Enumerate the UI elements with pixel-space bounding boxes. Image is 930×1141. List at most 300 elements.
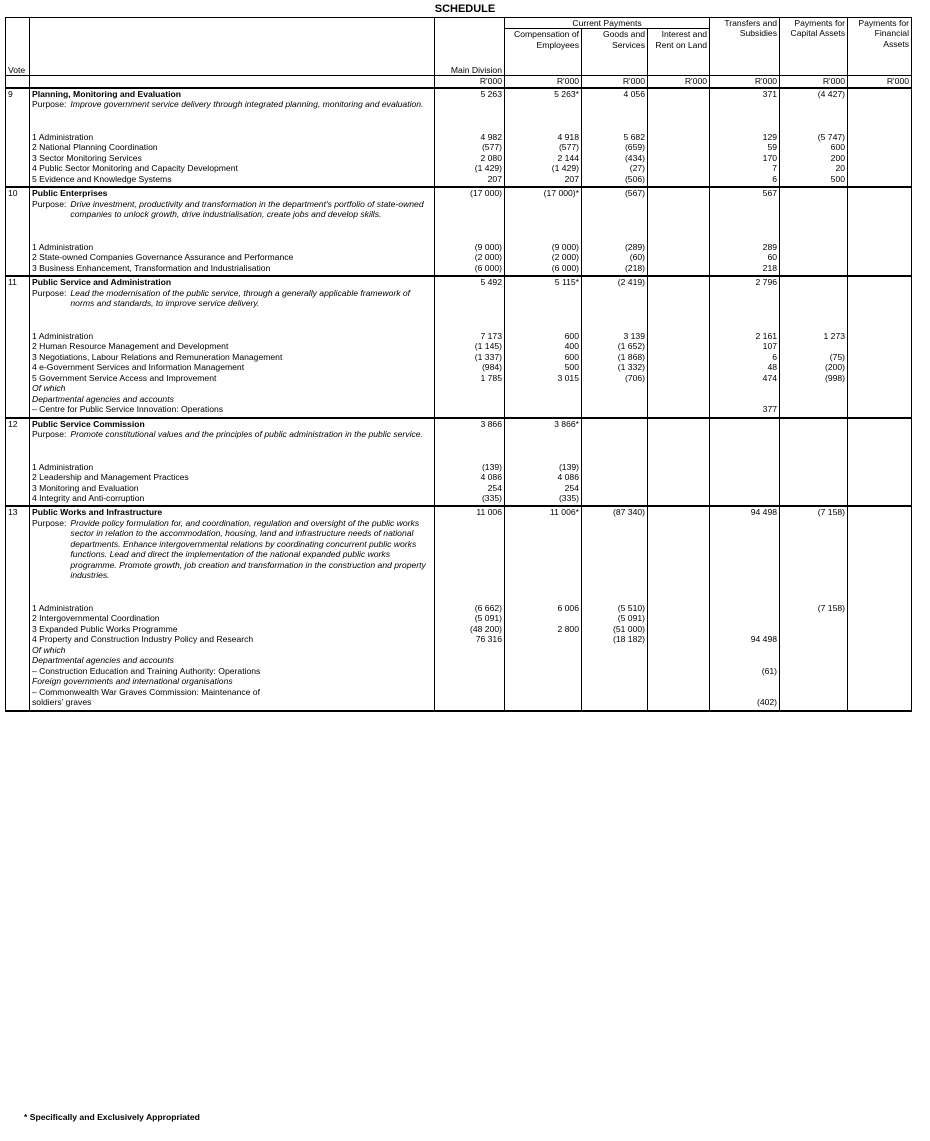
vote-number: 12 (6, 418, 30, 462)
goods-value (582, 404, 648, 414)
interest-value (648, 362, 710, 372)
unit-label: R'000 (582, 76, 648, 88)
main-value: 76 316 (435, 634, 505, 644)
programme-row (6, 341, 912, 351)
programme-row (6, 634, 912, 644)
main-value: (577) (435, 142, 505, 152)
programme-name: 1 Administration (30, 242, 435, 252)
goods-value (582, 394, 648, 404)
goods-value: (1 652) (582, 341, 648, 351)
capital-value (780, 383, 848, 393)
interest-value (648, 634, 710, 644)
financial-value (848, 242, 912, 252)
comp-value: 3 015 (505, 373, 582, 383)
programme-name: 2 Human Resource Management and Development (30, 341, 435, 351)
programme-name: 1 Administration (30, 603, 435, 613)
capital-value: 600 (780, 142, 848, 152)
transfers-value: 289 (710, 242, 780, 252)
comp-value (505, 655, 582, 665)
programme-row (6, 263, 912, 273)
comp-value: (17 000)* (505, 187, 582, 241)
capital-value: 1 273 (780, 331, 848, 341)
of-which-label: Of which (30, 645, 435, 655)
comp-value (505, 404, 582, 414)
financial-value (848, 645, 912, 655)
programme-row (6, 132, 912, 142)
financial-value (848, 331, 912, 341)
financial-value (848, 624, 912, 634)
financial-value (848, 404, 912, 414)
vote-number: 10 (6, 187, 30, 241)
unit-label: R'000 (780, 76, 848, 88)
sub-item-label: Foreign governments and international organisations (32, 676, 233, 687)
goods-value: (706) (582, 373, 648, 383)
transfers-header: Transfers and Subsidies (710, 18, 780, 65)
financial-value (848, 655, 912, 665)
transfers-value (710, 472, 780, 482)
comp-value: (2 000) (505, 252, 582, 262)
main-value: (5 091) (435, 613, 505, 623)
comp-value: (1 429) (505, 163, 582, 173)
interest-value (648, 394, 710, 404)
goods-value: (27) (582, 163, 648, 173)
main-value: (9 000) (435, 242, 505, 252)
transfers-value (710, 613, 780, 623)
goods-value: (60) (582, 252, 648, 262)
of-which-row (6, 645, 912, 655)
capital-value (780, 472, 848, 482)
main-value: 7 173 (435, 331, 505, 341)
goods-value: (18 182) (582, 634, 648, 644)
programme-row (6, 462, 912, 472)
capital-value: (998) (780, 373, 848, 383)
main-value (435, 687, 505, 697)
financial-value (848, 603, 912, 613)
comp-value (505, 697, 582, 707)
transfers-value: 6 (710, 174, 780, 184)
programme-name: 1 Administration (30, 132, 435, 142)
comp-value (505, 676, 582, 686)
programme-row (6, 373, 912, 383)
financial-value (848, 174, 912, 184)
sub-item-row (6, 697, 912, 707)
comp-value: (577) (505, 142, 582, 152)
programme-name: 5 Government Service Access and Improvement (30, 373, 435, 383)
comp-value: 11 006* (505, 506, 582, 602)
vote-purpose (32, 429, 432, 461)
comp-value (505, 645, 582, 655)
main-value: 4 086 (435, 472, 505, 482)
interest-value (648, 276, 710, 330)
programme-name: 3 Sector Monitoring Services (30, 153, 435, 163)
capital-value (780, 676, 848, 686)
purpose-label: Purpose: (32, 517, 67, 528)
financial-value (848, 687, 912, 697)
goods-value (582, 462, 648, 472)
transfers-value: 218 (710, 263, 780, 273)
comp-value: 400 (505, 341, 582, 351)
programme-name: 3 Negotiations, Labour Relations and Remuneration Management (30, 352, 435, 362)
capital-value: 500 (780, 174, 848, 184)
vote-row (6, 276, 912, 330)
transfers-value (710, 676, 780, 686)
goods-value: (218) (582, 263, 648, 273)
programme-row (6, 624, 912, 634)
transfers-value: 6 (710, 352, 780, 362)
main-value: (1 337) (435, 352, 505, 362)
vote-name: Public Works and Infrastructure (32, 507, 163, 518)
financial-value (848, 373, 912, 383)
main-value (435, 676, 505, 686)
comp-value: 2 800 (505, 624, 582, 634)
main-value: (48 200) (435, 624, 505, 634)
interest-value (648, 163, 710, 173)
sub-item-label: soldiers' graves (32, 697, 92, 708)
capital-value (780, 252, 848, 262)
interest-value (648, 383, 710, 393)
main-value: 254 (435, 483, 505, 493)
capital-value (780, 276, 848, 330)
sub-item-label: – Centre for Public Service Innovation: Operations (32, 404, 224, 415)
financial-value (848, 394, 912, 404)
capital-value (780, 187, 848, 241)
programme-row (6, 142, 912, 152)
goods-value: (87 340) (582, 506, 648, 602)
interest-value (648, 655, 710, 665)
financial-value (848, 142, 912, 152)
vote-name: Public Enterprises (32, 188, 108, 199)
programme-row (6, 331, 912, 341)
vote-purpose (32, 199, 432, 242)
main-value (435, 697, 505, 707)
purpose-label: Purpose: (32, 429, 67, 440)
programme-row (6, 242, 912, 252)
transfers-value: 60 (710, 252, 780, 262)
financial-header: Payments for Financial Assets (848, 18, 912, 65)
goods-value: 5 682 (582, 132, 648, 142)
comp-value: 600 (505, 331, 582, 341)
goods-value (582, 697, 648, 707)
capital-header: Payments for Capital Assets (780, 18, 848, 65)
main-value (435, 645, 505, 655)
comp-value (505, 383, 582, 393)
programme-name: 4 Public Sector Monitoring and Capacity Development (30, 163, 435, 173)
programme-name: 4 Property and Construction Industry Policy and Research (30, 634, 435, 644)
vote-name: Public Service Commission (32, 418, 145, 429)
main-value: 4 982 (435, 132, 505, 142)
goods-value (582, 493, 648, 503)
programme-name: 2 Intergovernmental Coordination (30, 613, 435, 623)
transfers-value (710, 394, 780, 404)
interest-value (648, 603, 710, 613)
main-value: 2 080 (435, 153, 505, 163)
goods-value (582, 418, 648, 462)
programme-row (6, 493, 912, 503)
main-value: 3 866 (435, 418, 505, 462)
goods-value: (434) (582, 153, 648, 163)
comp-value (505, 613, 582, 623)
capital-value (780, 462, 848, 472)
financial-value (848, 613, 912, 623)
main-value: (2 000) (435, 252, 505, 262)
programme-name: 4 e-Government Services and Information Management (30, 362, 435, 372)
capital-value (780, 645, 848, 655)
interest-header: Interest and Rent on Land (648, 29, 710, 65)
goods-value (582, 483, 648, 493)
programme-row (6, 483, 912, 493)
comp-value: (9 000) (505, 242, 582, 252)
goods-value (582, 383, 648, 393)
transfers-value: 7 (710, 163, 780, 173)
interest-value (648, 252, 710, 262)
purpose-text: Drive investment, productivity and transformation in the department's portfolio of state-owned companies to unlock growth, drive industrialisation, create jobs and develop skills. (70, 198, 424, 220)
interest-value (648, 483, 710, 493)
capital-value (780, 394, 848, 404)
transfers-value: 2 796 (710, 276, 780, 330)
goods-value (582, 676, 648, 686)
comp-value: 5 263* (505, 88, 582, 132)
goods-value (582, 666, 648, 676)
purpose-text: Lead the modernisation of the public service, through a generally applicable framework of norms and standards, to improve service delivery. (70, 287, 411, 309)
comp-value: 207 (505, 174, 582, 184)
transfers-value: 2 161 (710, 331, 780, 341)
financial-value (848, 132, 912, 142)
main-value: (1 145) (435, 341, 505, 351)
transfers-value: (402) (710, 697, 780, 707)
goods-value: (567) (582, 187, 648, 241)
transfers-value (710, 383, 780, 393)
programme-name: 5 Evidence and Knowledge Systems (30, 174, 435, 184)
transfers-value: 377 (710, 404, 780, 414)
comp-value (505, 634, 582, 644)
interest-value (648, 174, 710, 184)
financial-value (848, 634, 912, 644)
main-value: 1 785 (435, 373, 505, 383)
schedule-body (6, 76, 912, 711)
programme-row (6, 252, 912, 262)
purpose-text: Promote constitutional values and the principles of public administration in the public service. (70, 429, 423, 440)
interest-value (648, 493, 710, 503)
transfers-value (710, 493, 780, 503)
comp-value (505, 687, 582, 697)
goods-value: (2 419) (582, 276, 648, 330)
interest-value (648, 687, 710, 697)
financial-value (848, 276, 912, 330)
programme-row (6, 472, 912, 482)
vote-number: 11 (6, 276, 30, 330)
interest-value (648, 645, 710, 655)
transfers-value (710, 645, 780, 655)
vote-name: Planning, Monitoring and Evaluation (32, 88, 181, 99)
interest-value (648, 462, 710, 472)
main-value (435, 383, 505, 393)
unit-label: R'000 (648, 76, 710, 88)
vote-name: Public Service and Administration (32, 277, 172, 288)
sub-item-label: Departmental agencies and accounts (32, 393, 174, 404)
comp-value: (6 000) (505, 263, 582, 273)
vote-number: 13 (6, 506, 30, 602)
comp-value: 2 144 (505, 153, 582, 163)
vote-row (6, 88, 912, 132)
goods-value: (506) (582, 174, 648, 184)
transfers-value: 94 498 (710, 634, 780, 644)
capital-value: (200) (780, 362, 848, 372)
transfers-value: 48 (710, 362, 780, 372)
capital-value (780, 655, 848, 665)
vote-purpose (32, 288, 432, 331)
header-row-top (6, 18, 912, 29)
interest-value (648, 263, 710, 273)
capital-value (780, 341, 848, 351)
capital-value (780, 493, 848, 503)
purpose-text: Improve government service delivery through integrated planning, monitoring and evaluation. (70, 99, 424, 110)
interest-value (648, 352, 710, 362)
goods-header: Goods and Services (582, 29, 648, 65)
financial-value (848, 676, 912, 686)
programme-name: 4 Integrity and Anti-corruption (30, 493, 435, 503)
financial-value (848, 483, 912, 493)
transfers-value (710, 462, 780, 472)
financial-value (848, 506, 912, 602)
page-title: SCHEDULE (434, 3, 496, 15)
financial-value (848, 252, 912, 262)
sub-item-label: – Construction Education and Training Authority: Operations (32, 665, 261, 676)
main-value: (1 429) (435, 163, 505, 173)
footnote: * Specifically and Exclusively Appropriated (24, 1112, 200, 1122)
interest-value (648, 404, 710, 414)
unit-label: R'000 (848, 76, 912, 88)
goods-value: (1 868) (582, 352, 648, 362)
programme-row (6, 174, 912, 184)
comp-value (505, 666, 582, 676)
financial-value (848, 153, 912, 163)
programme-name: 3 Monitoring and Evaluation (30, 483, 435, 493)
unit-label: R'000 (710, 76, 780, 88)
sub-item-row (6, 655, 912, 665)
transfers-value: 474 (710, 373, 780, 383)
interest-value (648, 666, 710, 676)
transfers-value (710, 418, 780, 462)
schedule-table (5, 17, 912, 712)
programme-name: 3 Expanded Public Works Programme (30, 624, 435, 634)
goods-value: (5 091) (582, 613, 648, 623)
programme-name: 2 National Planning Coordination (30, 142, 435, 152)
programme-name: 2 State-owned Companies Governance Assurance and Performance (30, 252, 435, 262)
main-value: 5 492 (435, 276, 505, 330)
capital-value (780, 666, 848, 676)
vote-number: 9 (6, 88, 30, 132)
capital-value (780, 687, 848, 697)
transfers-value: 567 (710, 187, 780, 241)
main-value: (984) (435, 362, 505, 372)
main-value: (17 000) (435, 187, 505, 241)
main-value: 207 (435, 174, 505, 184)
main-value (435, 394, 505, 404)
interest-value (648, 88, 710, 132)
main-value: 11 006 (435, 506, 505, 602)
capital-value (780, 263, 848, 273)
capital-value: (5 747) (780, 132, 848, 142)
sub-item-row (6, 394, 912, 404)
main-value: 5 263 (435, 88, 505, 132)
financial-value (848, 341, 912, 351)
goods-value (582, 472, 648, 482)
comp-value: 600 (505, 352, 582, 362)
interest-value (648, 132, 710, 142)
sub-item-row (6, 404, 912, 414)
financial-value (848, 362, 912, 372)
interest-value (648, 331, 710, 341)
main-value (435, 404, 505, 414)
programme-row (6, 362, 912, 372)
transfers-value (710, 624, 780, 634)
transfers-value: 94 498 (710, 506, 780, 602)
vote-header: Vote (6, 65, 30, 76)
vote-row (6, 187, 912, 241)
capital-value: (4 427) (780, 88, 848, 132)
transfers-value (710, 603, 780, 613)
programme-name: 3 Business Enhancement, Transformation and Industrialisation (30, 263, 435, 273)
goods-value: 3 139 (582, 331, 648, 341)
transfers-value: 170 (710, 153, 780, 163)
interest-value (648, 373, 710, 383)
goods-value (582, 687, 648, 697)
goods-value (582, 655, 648, 665)
main-value: (6 662) (435, 603, 505, 613)
header-row-labels (6, 65, 912, 76)
comp-value: 6 006 (505, 603, 582, 613)
programme-name: 1 Administration (30, 331, 435, 341)
units-row (6, 76, 912, 88)
sub-item-row (6, 676, 912, 686)
comp-value: 4 918 (505, 132, 582, 142)
financial-value (848, 187, 912, 241)
interest-value (648, 242, 710, 252)
goods-value (582, 645, 648, 655)
programme-row (6, 613, 912, 623)
programme-row (6, 603, 912, 613)
of-which-label: Of which (30, 383, 435, 393)
interest-value (648, 418, 710, 462)
capital-value (780, 697, 848, 707)
financial-value (848, 493, 912, 503)
section-divider (6, 708, 912, 711)
programme-row (6, 163, 912, 173)
transfers-value (710, 483, 780, 493)
compensation-header: Compensation of Employees (505, 29, 582, 65)
transfers-value: 371 (710, 88, 780, 132)
financial-value (848, 352, 912, 362)
goods-value: 4 056 (582, 88, 648, 132)
capital-value (780, 418, 848, 462)
comp-value: 5 115* (505, 276, 582, 330)
sub-item-label: Departmental agencies and accounts (32, 655, 174, 666)
interest-value (648, 624, 710, 634)
capital-value (780, 634, 848, 644)
purpose-label: Purpose: (32, 99, 67, 110)
goods-value: (51 000) (582, 624, 648, 634)
programme-name: 1 Administration (30, 462, 435, 472)
financial-value (848, 383, 912, 393)
interest-value (648, 153, 710, 163)
goods-value: (5 510) (582, 603, 648, 613)
interest-value (648, 697, 710, 707)
unit-label: R'000 (505, 76, 582, 88)
capital-value (780, 404, 848, 414)
unit-label: R'000 (435, 76, 505, 88)
interest-value (648, 472, 710, 482)
interest-value (648, 676, 710, 686)
